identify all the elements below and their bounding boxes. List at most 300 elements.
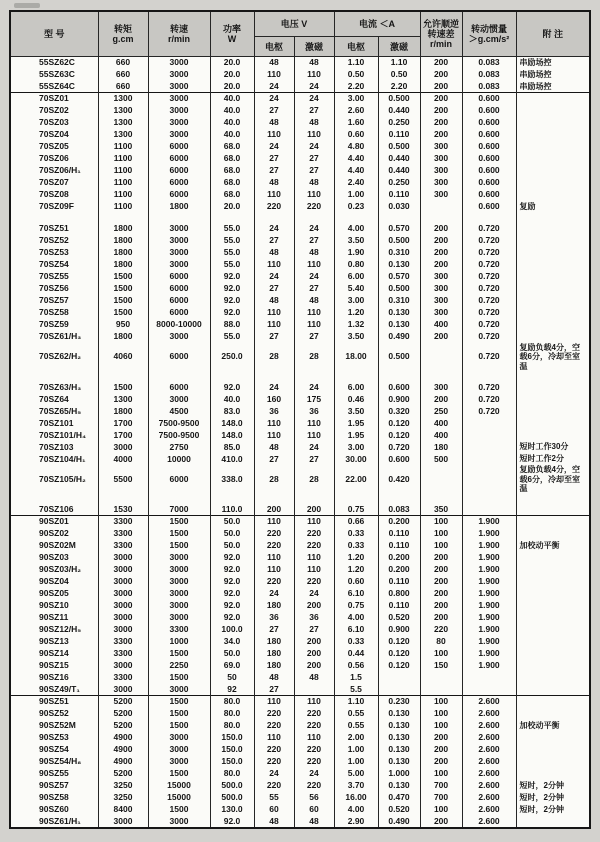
- header-current-armature: 电枢: [334, 37, 378, 57]
- cell-power: 34.0: [210, 636, 254, 648]
- cell-speed: 3300: [148, 624, 210, 636]
- cell-note: [516, 381, 590, 393]
- header-voltage-field: 激磁: [294, 37, 334, 57]
- cell-a_exc: 0.440: [378, 153, 420, 165]
- cell-a_exc: 0.110: [378, 540, 420, 552]
- cell-a_exc: 0.520: [378, 804, 420, 816]
- cell-torque: 1800: [98, 247, 148, 259]
- cell-a_arm: 4.40: [334, 165, 378, 177]
- cell-torque: 5200: [98, 696, 148, 708]
- cell-note: [516, 708, 590, 720]
- cell-model: 55SZ64C: [10, 81, 98, 93]
- cell-diff: 100: [420, 708, 462, 720]
- cell-power: 92.0: [210, 381, 254, 393]
- cell-torque: 1700: [98, 429, 148, 441]
- table-section: [10, 696, 590, 828]
- cell-power: 410.0: [210, 453, 254, 465]
- cell-speed: 1500: [148, 648, 210, 660]
- cell-note: [516, 331, 590, 343]
- cell-a_arm: 1.10: [334, 696, 378, 708]
- cell-inertia: 0.720: [462, 259, 516, 271]
- cell-v_exc: 110: [294, 552, 334, 564]
- cell-speed: 6000: [148, 189, 210, 201]
- table-row: [10, 465, 590, 494]
- cell-torque: 5500: [98, 465, 148, 494]
- cell-v_exc: 110: [294, 516, 334, 528]
- cell-note: [516, 105, 590, 117]
- cell-torque: 1800: [98, 223, 148, 235]
- cell-model: 90SZ51: [10, 696, 98, 708]
- cell-a_arm: 2.20: [334, 81, 378, 93]
- cell-a_exc: 0.600: [378, 381, 420, 393]
- cell-speed: 6000: [148, 141, 210, 153]
- cell-model: 70SZ62/H₂: [10, 343, 98, 372]
- cell-diff: 200: [420, 235, 462, 247]
- cell-v_arm: 24: [254, 271, 294, 283]
- cell-model: 70SZ103: [10, 441, 98, 453]
- cell-torque: 3300: [98, 672, 148, 684]
- cell-note: [516, 624, 590, 636]
- cell-diff: 200: [420, 117, 462, 129]
- cell-power: 92.0: [210, 564, 254, 576]
- cell-a_arm: 30.00: [334, 453, 378, 465]
- cell-torque: 3000: [98, 660, 148, 672]
- cell-a_exc: 0.130: [378, 720, 420, 732]
- cell-note: [516, 816, 590, 828]
- table-row: [10, 283, 590, 295]
- cell-a_arm: 1.10: [334, 57, 378, 69]
- cell-torque: 660: [98, 57, 148, 69]
- cell-power: 83.0: [210, 405, 254, 417]
- cell-power: 92.0: [210, 816, 254, 828]
- table-row: [10, 780, 590, 792]
- cell-a_arm: 1.00: [334, 756, 378, 768]
- table-row: [10, 165, 590, 177]
- cell-note: 复励负载4分，空载6分，冷却至室温: [516, 465, 590, 494]
- cell-v_exc: 24: [294, 768, 334, 780]
- cell-speed: 3000: [148, 81, 210, 93]
- header-current-group: 电流 ＜A: [334, 11, 420, 37]
- cell-v_exc: 24: [294, 81, 334, 93]
- cell-speed: 1800: [148, 201, 210, 213]
- table-row: [10, 453, 590, 465]
- cell-v_arm: 110: [254, 429, 294, 441]
- cell-note: [516, 177, 590, 189]
- cell-v_exc: 27: [294, 165, 334, 177]
- cell-a_exc: 0.120: [378, 648, 420, 660]
- cell-v_arm: 110: [254, 129, 294, 141]
- cell-note: [516, 684, 590, 696]
- cell-v_arm: 24: [254, 81, 294, 93]
- cell-power: 92.0: [210, 283, 254, 295]
- cell-v_arm: 110: [254, 552, 294, 564]
- table-row: [10, 696, 590, 708]
- cell-power: 150.0: [210, 732, 254, 744]
- cell-v_arm: 27: [254, 624, 294, 636]
- cell-model: 90SZ15: [10, 660, 98, 672]
- table-row: [10, 141, 590, 153]
- cell-diff: 200: [420, 93, 462, 105]
- cell-v_arm: 220: [254, 540, 294, 552]
- cell-diff: 300: [420, 153, 462, 165]
- cell-v_arm: 48: [254, 57, 294, 69]
- cell-note: [516, 744, 590, 756]
- cell-note: [516, 528, 590, 540]
- cell-power: 92: [210, 684, 254, 696]
- cell-a_arm: 5.00: [334, 768, 378, 780]
- cell-v_exc: 110: [294, 319, 334, 331]
- cell-v_exc: 110: [294, 69, 334, 81]
- cell-a_exc: 0.200: [378, 516, 420, 528]
- cell-inertia: 1.900: [462, 576, 516, 588]
- cell-a_exc: 0.490: [378, 816, 420, 828]
- table-section: [10, 57, 590, 93]
- cell-inertia: 0.600: [462, 201, 516, 213]
- cell-a_arm: 0.60: [334, 576, 378, 588]
- cell-power: 50.0: [210, 516, 254, 528]
- cell-a_arm: 0.75: [334, 600, 378, 612]
- cell-torque: [98, 494, 148, 504]
- cell-v_exc: 56: [294, 792, 334, 804]
- cell-a_exc: 0.440: [378, 165, 420, 177]
- table-row: [10, 672, 590, 684]
- cell-inertia: [462, 417, 516, 429]
- cell-v_arm: 24: [254, 588, 294, 600]
- cell-torque: 1800: [98, 405, 148, 417]
- cell-v_exc: 27: [294, 283, 334, 295]
- cell-model: 70SZ101/H₄: [10, 429, 98, 441]
- cell-a_arm: 0.55: [334, 708, 378, 720]
- cell-note: [516, 393, 590, 405]
- cell-note: [516, 494, 590, 504]
- cell-v_arm: 24: [254, 141, 294, 153]
- cell-a_exc: 0.470: [378, 792, 420, 804]
- cell-inertia: 2.600: [462, 696, 516, 708]
- cell-a_exc: 1.10: [378, 57, 420, 69]
- cell-inertia: [462, 441, 516, 453]
- cell-v_exc: 48: [294, 117, 334, 129]
- cell-a_arm: 5.5: [334, 684, 378, 696]
- cell-speed: 3000: [148, 564, 210, 576]
- cell-speed: 1500: [148, 768, 210, 780]
- cell-inertia: 0.600: [462, 177, 516, 189]
- cell-model: 55SZ62C: [10, 57, 98, 69]
- cell-v_exc: 175: [294, 393, 334, 405]
- cell-note: [516, 552, 590, 564]
- cell-torque: 4060: [98, 343, 148, 372]
- table-row: [10, 564, 590, 576]
- table-row: [10, 708, 590, 720]
- cell-speed: 1500: [148, 672, 210, 684]
- cell-inertia: 0.600: [462, 153, 516, 165]
- cell-a_arm: 1.5: [334, 672, 378, 684]
- cell-note: [516, 516, 590, 528]
- cell-torque: 1300: [98, 93, 148, 105]
- cell-speed: 3000: [148, 744, 210, 756]
- cell-a_arm: 6.10: [334, 588, 378, 600]
- cell-note: [516, 660, 590, 672]
- cell-note: [516, 756, 590, 768]
- cell-v_exc: 48: [294, 295, 334, 307]
- cell-torque: 3300: [98, 516, 148, 528]
- cell-note: [516, 612, 590, 624]
- table-row: [10, 552, 590, 564]
- cell-a_exc: 0.720: [378, 441, 420, 453]
- cell-model: 70SZ61/H₃: [10, 331, 98, 343]
- cell-speed: 15000: [148, 792, 210, 804]
- cell-torque: [98, 213, 148, 223]
- cell-note: [516, 319, 590, 331]
- cell-torque: 660: [98, 81, 148, 93]
- cell-power: 80.0: [210, 708, 254, 720]
- cell-a_exc: 0.500: [378, 93, 420, 105]
- cell-diff: 220: [420, 624, 462, 636]
- cell-v_arm: 27: [254, 453, 294, 465]
- cell-speed: 10000: [148, 453, 210, 465]
- cell-inertia: 1.900: [462, 660, 516, 672]
- cell-diff: 200: [420, 105, 462, 117]
- cell-v_arm: 48: [254, 247, 294, 259]
- cell-model: 90SZ05: [10, 588, 98, 600]
- cell-model: 70SZ04: [10, 129, 98, 141]
- cell-model: 90SZ03/H₂: [10, 564, 98, 576]
- cell-power: 148.0: [210, 429, 254, 441]
- cell-inertia: 0.720: [462, 393, 516, 405]
- cell-speed: 4500: [148, 405, 210, 417]
- cell-speed: 1500: [148, 528, 210, 540]
- header-power: 功率 W: [210, 11, 254, 57]
- cell-torque: 3300: [98, 648, 148, 660]
- cell-power: 92.0: [210, 576, 254, 588]
- cell-v_exc: 220: [294, 744, 334, 756]
- cell-model: 70SZ05: [10, 141, 98, 153]
- cell-v_arm: 48: [254, 117, 294, 129]
- cell-diff: 300: [420, 189, 462, 201]
- scan-artifact: [14, 3, 40, 8]
- cell-speed: 3000: [148, 235, 210, 247]
- cell-speed: 3000: [148, 57, 210, 69]
- cell-inertia: 2.600: [462, 792, 516, 804]
- cell-diff: 300: [420, 141, 462, 153]
- cell-note: [516, 213, 590, 223]
- header-note: 附 注: [516, 11, 590, 57]
- cell-v_arm: 110: [254, 564, 294, 576]
- cell-v_exc: 27: [294, 624, 334, 636]
- cell-a_exc: 0.200: [378, 552, 420, 564]
- table-row: [10, 235, 590, 247]
- cell-a_arm: 2.90: [334, 816, 378, 828]
- table-row: [10, 69, 590, 81]
- cell-v_arm: 220: [254, 201, 294, 213]
- cell-a_exc: 0.600: [378, 453, 420, 465]
- cell-a_exc: 0.500: [378, 235, 420, 247]
- cell-diff: 100: [420, 804, 462, 816]
- table-row: [10, 804, 590, 816]
- cell-v_exc: 24: [294, 381, 334, 393]
- cell-power: 110.0: [210, 504, 254, 516]
- cell-inertia: 0.083: [462, 81, 516, 93]
- cell-power: 40.0: [210, 117, 254, 129]
- table-row: [10, 307, 590, 319]
- table-row: [10, 684, 590, 696]
- cell-inertia: 0.720: [462, 247, 516, 259]
- cell-torque: 3000: [98, 624, 148, 636]
- cell-a_arm: 4.40: [334, 153, 378, 165]
- cell-v_arm: 110: [254, 319, 294, 331]
- cell-diff: 300: [420, 271, 462, 283]
- cell-v_arm: 180: [254, 600, 294, 612]
- cell-speed: 6000: [148, 307, 210, 319]
- cell-inertia: 1.900: [462, 552, 516, 564]
- cell-inertia: 0.600: [462, 117, 516, 129]
- cell-model: 70SZ08: [10, 189, 98, 201]
- cell-torque: 3000: [98, 816, 148, 828]
- cell-v_exc: 110: [294, 189, 334, 201]
- cell-a_exc: 0.500: [378, 141, 420, 153]
- cell-speed: 3000: [148, 816, 210, 828]
- cell-inertia: 0.720: [462, 283, 516, 295]
- cell-v_exc: 27: [294, 331, 334, 343]
- cell-power: 20.0: [210, 57, 254, 69]
- cell-inertia: [462, 684, 516, 696]
- cell-diff: 200: [420, 223, 462, 235]
- cell-speed: 3000: [148, 105, 210, 117]
- cell-model: 90SZ04: [10, 576, 98, 588]
- table-row: [10, 343, 590, 372]
- cell-v_arm: 27: [254, 105, 294, 117]
- cell-power: 92.0: [210, 552, 254, 564]
- cell-v_arm: 220: [254, 756, 294, 768]
- cell-v_arm: 27: [254, 235, 294, 247]
- cell-diff: 700: [420, 780, 462, 792]
- cell-power: 20.0: [210, 81, 254, 93]
- cell-v_arm: 160: [254, 393, 294, 405]
- cell-speed: 1500: [148, 696, 210, 708]
- cell-v_arm: 27: [254, 684, 294, 696]
- cell-model: 70SZ64: [10, 393, 98, 405]
- cell-a_arm: 1.90: [334, 247, 378, 259]
- cell-power: 92.0: [210, 612, 254, 624]
- cell-v_exc: 48: [294, 177, 334, 189]
- cell-torque: 1530: [98, 504, 148, 516]
- cell-inertia: 1.900: [462, 600, 516, 612]
- cell-a_exc: 0.130: [378, 732, 420, 744]
- cell-v_arm: 200: [254, 504, 294, 516]
- cell-note: [516, 189, 590, 201]
- table-row: [10, 405, 590, 417]
- cell-model: 90SZ60: [10, 804, 98, 816]
- cell-torque: 660: [98, 69, 148, 81]
- cell-a_exc: 0.310: [378, 295, 420, 307]
- table-row: [10, 105, 590, 117]
- cell-a_exc: 0.110: [378, 576, 420, 588]
- cell-power: 55.0: [210, 247, 254, 259]
- cell-note: [516, 93, 590, 105]
- cell-note: [516, 371, 590, 381]
- cell-speed: 3000: [148, 259, 210, 271]
- spacer-row: [10, 213, 590, 223]
- cell-model: [10, 213, 98, 223]
- cell-diff: [420, 465, 462, 494]
- table-row: [10, 744, 590, 756]
- cell-a_exc: 0.120: [378, 417, 420, 429]
- cell-note: [516, 117, 590, 129]
- cell-note: [516, 429, 590, 441]
- cell-a_arm: 3.50: [334, 235, 378, 247]
- cell-model: 70SZ105/H₂: [10, 465, 98, 494]
- cell-a_exc: [378, 371, 420, 381]
- cell-power: 50.0: [210, 648, 254, 660]
- cell-power: 50.0: [210, 528, 254, 540]
- cell-v_arm: 55: [254, 792, 294, 804]
- table-row: [10, 153, 590, 165]
- cell-inertia: 0.720: [462, 307, 516, 319]
- cell-note: 串励场控: [516, 69, 590, 81]
- cell-a_arm: 1.95: [334, 429, 378, 441]
- cell-a_arm: 3.50: [334, 331, 378, 343]
- cell-torque: 1300: [98, 393, 148, 405]
- cell-a_arm: 0.46: [334, 393, 378, 405]
- cell-v_exc: 48: [294, 672, 334, 684]
- cell-a_arm: 1.32: [334, 319, 378, 331]
- cell-torque: 3000: [98, 600, 148, 612]
- cell-torque: 3300: [98, 540, 148, 552]
- cell-note: [516, 235, 590, 247]
- cell-note: [516, 564, 590, 576]
- cell-diff: 400: [420, 417, 462, 429]
- cell-power: 20.0: [210, 69, 254, 81]
- cell-v_arm: 27: [254, 165, 294, 177]
- cell-speed: [148, 494, 210, 504]
- cell-a_exc: 0.500: [378, 283, 420, 295]
- cell-power: 40.0: [210, 105, 254, 117]
- cell-torque: 3000: [98, 576, 148, 588]
- cell-torque: 1500: [98, 295, 148, 307]
- table-section: [10, 93, 590, 516]
- cell-diff: 250: [420, 405, 462, 417]
- cell-diff: 200: [420, 816, 462, 828]
- cell-a_arm: 4.00: [334, 804, 378, 816]
- cell-model: 90SZ54: [10, 744, 98, 756]
- cell-v_arm: 110: [254, 307, 294, 319]
- cell-v_exc: 200: [294, 600, 334, 612]
- cell-a_arm: [334, 213, 378, 223]
- header-model-label: 型 号: [43, 29, 65, 39]
- cell-v_arm: 110: [254, 696, 294, 708]
- cell-v_exc: 28: [294, 465, 334, 494]
- cell-diff: 180: [420, 441, 462, 453]
- cell-power: 55.0: [210, 331, 254, 343]
- cell-v_arm: 110: [254, 732, 294, 744]
- cell-inertia: 0.600: [462, 93, 516, 105]
- cell-a_arm: 0.55: [334, 720, 378, 732]
- cell-note: [516, 636, 590, 648]
- cell-inertia: 0.600: [462, 105, 516, 117]
- cell-a_exc: 0.900: [378, 624, 420, 636]
- cell-inertia: [462, 672, 516, 684]
- cell-a_arm: 0.56: [334, 660, 378, 672]
- cell-a_exc: 0.200: [378, 564, 420, 576]
- cell-diff: 300: [420, 283, 462, 295]
- cell-torque: 1100: [98, 201, 148, 213]
- cell-note: 加校动平衡: [516, 540, 590, 552]
- cell-diff: 300: [420, 307, 462, 319]
- cell-a_exc: 0.130: [378, 744, 420, 756]
- cell-model: 70SZ02: [10, 105, 98, 117]
- cell-power: [210, 494, 254, 504]
- cell-v_exc: 200: [294, 660, 334, 672]
- cell-note: 加校动平衡: [516, 720, 590, 732]
